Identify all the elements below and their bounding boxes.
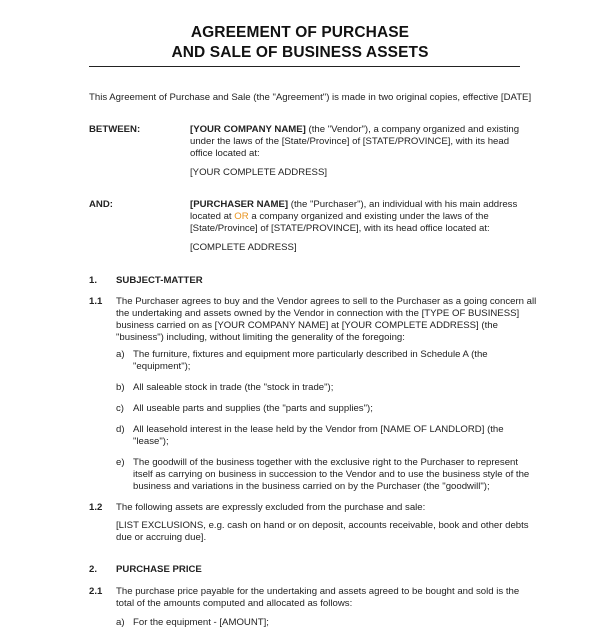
- clause-1-1-number: 1.1: [89, 296, 103, 307]
- clause-2-1-number: 2.1: [89, 586, 103, 597]
- vendor-line-1-rest: (the "Vendor"), a company organized and existing: [305, 124, 520, 135]
- purchaser-name: [PURCHASER NAME]: [190, 199, 289, 210]
- purchaser-line-2: [190, 211, 489, 223]
- list-item-line: For the equipment - [AMOUNT];: [133, 617, 269, 628]
- list-item-line: All useable parts and supplies (the "parts and supplies");: [133, 403, 373, 414]
- vendor-name: [YOUR COMPANY NAME]: [190, 124, 306, 135]
- list-item-line: The goodwill of the business together with the exclusive right to the Purchaser to represent: [133, 457, 519, 468]
- document-title-line-1: AGREEMENT OF PURCHASE: [190, 24, 410, 41]
- list-item-line: All leasehold interest in the lease held by the Vendor from [NAME OF LANDLORD] (the: [133, 424, 504, 435]
- list-item-marker: c): [116, 403, 124, 414]
- list-item-line: The furniture, fixtures and equipment more particularly described in Schedule A (the: [133, 349, 488, 360]
- vendor-line-1: [190, 124, 519, 136]
- list-item-line: business and variations in the business carried on by the Purchaser (the "goodwill");: [133, 481, 490, 492]
- title-divider: [89, 66, 520, 67]
- clause-1-1-line: the undertaking and assets owned by the Vendor in connection with the [TYPE OF BUSINESS]: [116, 308, 520, 319]
- section-2-heading: PURCHASE PRICE: [116, 564, 202, 575]
- clause-1-1-line: business carried on as [YOUR COMPANY NAME] at [YOUR COMPLETE ADDRESS] (the: [116, 320, 498, 331]
- clause-1-1-line: "business") including, without limiting the generality of the foregoing:: [116, 332, 405, 343]
- clause-2-1-line: total of the amounts computed and allocated as follows:: [116, 598, 353, 609]
- list-item-line: "lease");: [133, 436, 169, 447]
- between-label: BETWEEN:: [89, 124, 141, 135]
- purchaser-line-2-b: a company organized and existing under the laws of the: [248, 211, 489, 222]
- list-item-marker: a): [116, 349, 125, 360]
- section-2-number: 2.: [89, 564, 98, 575]
- clause-2-1-line: The purchase price payable for the undertaking and assets agreed to be bought and sold is the: [116, 586, 520, 597]
- purchaser-line-2-a: located at: [190, 211, 235, 222]
- list-item-line: All saleable stock in trade (the "stock in trade");: [133, 382, 334, 393]
- vendor-line-2: under the laws of the [State/Province] of [STATE/PROVINCE], with its head: [190, 136, 510, 147]
- exclusions-line: [LIST EXCLUSIONS, e.g. cash on hand or on deposit, accounts receivable, book and other debts: [116, 520, 529, 531]
- list-item-marker: a): [116, 617, 125, 628]
- purchaser-line-1: [190, 199, 517, 211]
- exclusions-line: due or accruing due].: [116, 532, 207, 543]
- purchaser-line-1-rest: (the "Purchaser"), an individual with his main address: [288, 199, 518, 210]
- vendor-address: [YOUR COMPLETE ADDRESS]: [190, 167, 328, 178]
- document-title-line-2: AND SALE OF BUSINESS ASSETS: [171, 44, 429, 61]
- clause-1-2-number: 1.2: [89, 502, 103, 513]
- purchaser-or-highlight: OR: [234, 211, 249, 222]
- clause-1-2-text: The following assets are expressly excluded from the purchase and sale:: [116, 502, 426, 513]
- clause-1-1-line: The Purchaser agrees to buy and the Vendor agrees to sell to the Purchaser as a going concern all: [116, 296, 537, 307]
- list-item-marker: b): [116, 382, 125, 393]
- list-item-line: "equipment");: [133, 361, 191, 372]
- section-1-number: 1.: [89, 275, 98, 286]
- section-1-heading: SUBJECT-MATTER: [116, 275, 203, 286]
- and-label: AND:: [89, 199, 113, 210]
- vendor-line-3: office located at:: [190, 148, 260, 159]
- list-item-line: itself as carrying on business in succession to the Vendor and to use the business style of the: [133, 469, 530, 480]
- purchaser-line-3: [State/Province] of [STATE/PROVINCE], with its head office located at:: [190, 223, 490, 234]
- purchaser-address: [COMPLETE ADDRESS]: [190, 242, 297, 253]
- list-item-marker: e): [116, 457, 125, 468]
- intro-paragraph: This Agreement of Purchase and Sale (the "Agreement") is made in two original copies, effective [DATE]: [89, 92, 532, 103]
- list-item-marker: d): [116, 424, 125, 435]
